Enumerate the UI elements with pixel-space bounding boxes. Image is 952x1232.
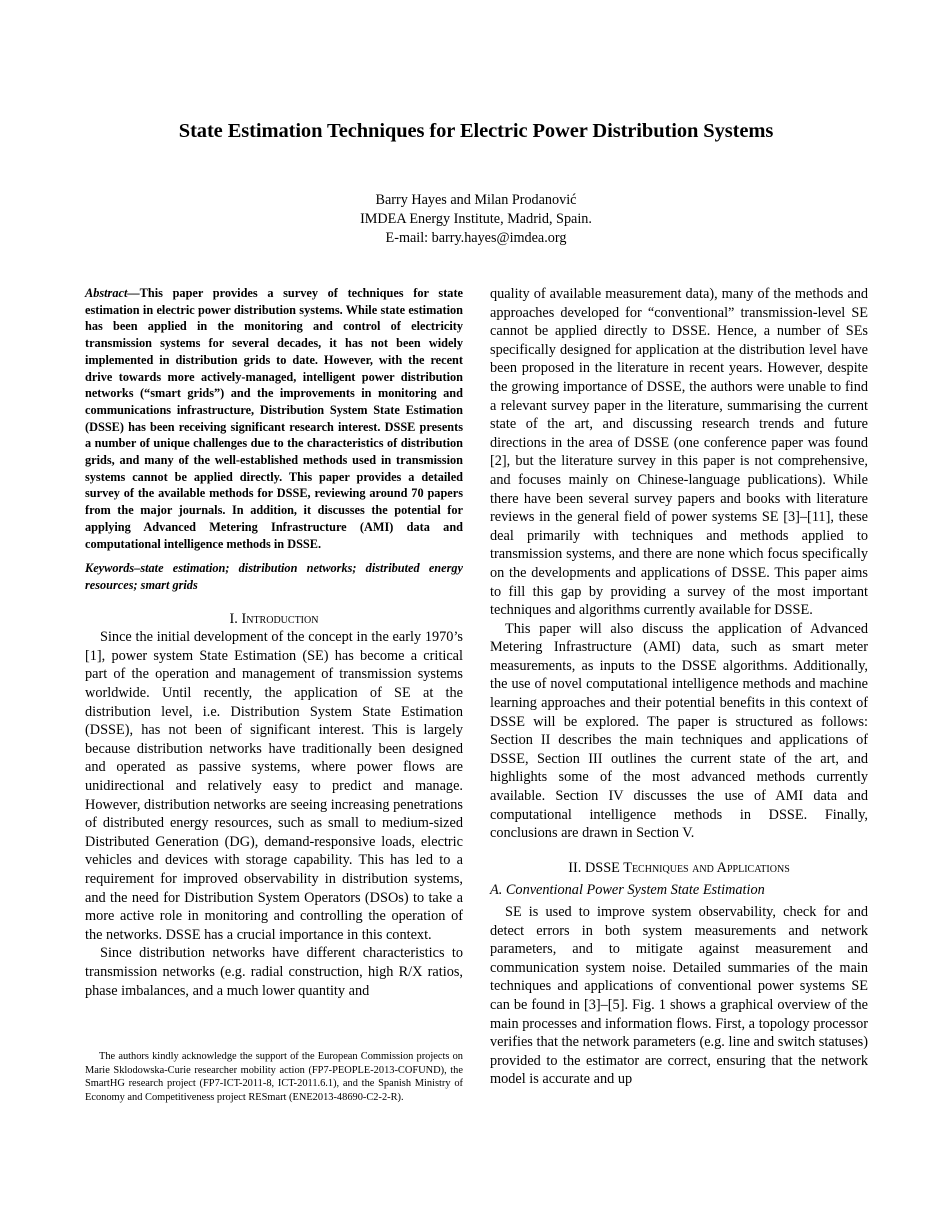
- section2-paragraph-1: SE is used to improve system observability, check for and detect errors in both system measurements and network parameters, and to mitigate against measurement and communication system noise. Detailed summaries of the main techniques and applications of conventional power systems SE can be found in [3]–[5]. Fig. 1 shows a graphical overview of the main processes and information flows. First, a topology processor verifies that the network parameters (e.g. line and switch statuses) provided to the estimator are correct, ensuring that the network model is accurate and up: [490, 904, 868, 1088]
- section-title: Introduction: [241, 610, 319, 627]
- abstract: [85, 285, 463, 552]
- section-number: II.: [568, 859, 582, 876]
- author-email: E-mail: barry.hayes@imdea.org: [385, 230, 567, 246]
- abstract-text: This paper provides a survey of techniques for state estimation in electric power distribution systems. While state estimation has been applied in the monitoring and control of electricity transmission systems for several decades, it has not been widely implemented in distribution grids to date. However, with the recent drive towards more actively-managed, intelligent power distribution networks (“smart grids”) and the improvements in monitoring and communications infrastructure, Distribution System State Estimation (DSSE) has been receiving significant research interest. DSSE presents a number of unique challenges due to the characteristics of distribution grids, and many of the well-established methods used in transmission systems cannot be applied directly. This paper provides a detailed survey of the available methods for DSSE, reviewing around 70 papers from the major journals. In addition, it discusses the potential for applying Advanced Metering Infrastructure (AMI) data and computational intelligence methods in DSSE.: [85, 286, 463, 551]
- left-column: [85, 285, 463, 1000]
- right-column: [490, 285, 868, 1089]
- acknowledgement-footnote: The authors kindly acknowledge the support of the European Commission projects on Marie Sklodowska-Curie researcher mobility action (FP7-PEOPLE-2013-COFUND), the SmartHG research project (FP7-ICT-2011-8, ICT-2011.6.1), and the Spanish Ministry of Economy and Competitiveness project RESmart (ENE2013-48690-C2-2-R).: [85, 1051, 463, 1103]
- author-affiliation: IMDEA Energy Institute, Madrid, Spain.: [360, 211, 592, 227]
- section-heading-dsse: [490, 859, 868, 878]
- author-names: Barry Hayes and Milan Prodanović: [375, 192, 577, 208]
- intro-paragraph-3: This paper will also discuss the application of Advanced Metering Infrastructure (AMI) data, such as smart meter measurements, as inputs to the DSSE algorithms. Additionally, the use of novel computational intelligence methods and machine learning approaches and their potential benefits in this context of DSSE will be explored. The paper is structured as follows: Section II describes the main techniques and applications of DSSE, Section III outlines the current state of the art, and highlights some of the most advanced methods currently available. Section IV discusses the use of AMI data and computational intelligence methods in DSSE. Finally, conclusions are drawn in Section V.: [490, 620, 868, 842]
- subsection-heading: A. Conventional Power System State Estimation: [490, 882, 765, 899]
- section-heading-introduction: [85, 610, 463, 629]
- intro-paragraph-2-continued: quality of available measurement data), many of the methods and approaches developed for “conventional” transmission-level SE cannot be applied directly to DSSE. Hence, a number of SEs specifically designed for application at the distribution level have been proposed in the literature in recent years. However, despite the growing importance of DSSE, the authors were unable to find a relevant survey paper in the literature, summarising the current state of the art, and discussing research trends and future directions in the area of DSSE (one conference paper was found [2], but the literature survey in this paper is not comprehensive, and focuses mainly on Chinese-language publications). While there have been several survey papers and books with literature reviews in the general field of power systems SE [3]–[11], these deal primarily with techniques and methods applied to transmission systems, and there are none which focus specifically on the developments and applications of DSSE. This paper aims to fill this gap by providing a survey of the most important techniques and algorithms currently available for DSSE.: [490, 286, 868, 619]
- abstract-label: Abstract—: [85, 286, 140, 300]
- intro-paragraph-2: Since distribution networks have different characteristics to transmission networks (e.g. radial construction, high R/X ratios, phase imbalances, and a much lower quantity and: [85, 945, 463, 999]
- author-block: [0, 191, 952, 248]
- paper-title: State Estimation Techniques for Electric Power Distribution Systems: [178, 120, 774, 142]
- section-number: I.: [229, 610, 238, 627]
- intro-paragraph-1: Since the initial development of the concept in the early 1970’s [1], power system State Estimation (SE) has become a critical part of the operation and management of transmission systems worldwide. Until recently, the application of SE at the distribution level, i.e. Distribution System State Estimation (DSSE), has not been of significant interest. This is largely because distribution networks have traditionally been designed and operated as passive systems, where power flows are unidirectional and relatively easy to predict and manage. However, distribution networks are seeing increasing penetrations of distributed energy resources, such as small to medium-sized Distributed Generation (DG), demand-responsive loads, electric vehicles and devices with storage capability. This has led to a requirement for improved observability in distribution systems, and the need for Distribution System Operators (DSOs) to take a more active role in monitoring and controlling the operation of the networks. DSSE has a crucial importance in this context.: [85, 629, 463, 943]
- keywords: Keywords–state estimation; distribution networks; distributed energy resources; smart grids: [85, 561, 463, 592]
- section-title: DSSE Techniques and Applications: [584, 859, 790, 876]
